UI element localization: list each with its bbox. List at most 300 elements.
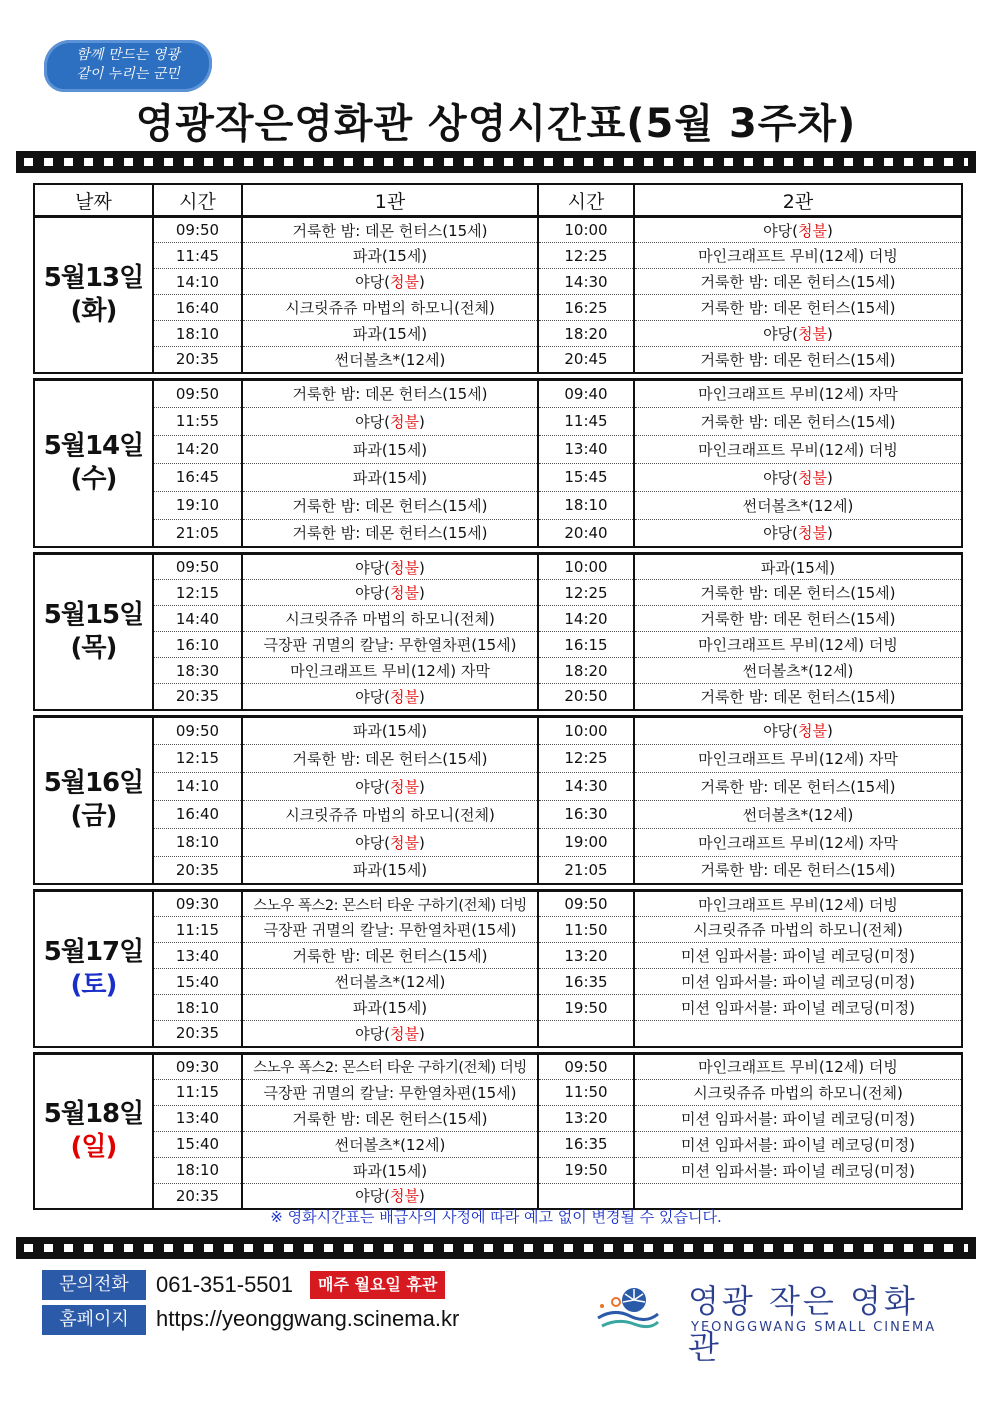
header-date: 날짜 [34, 184, 153, 217]
movie-hall-2-cell [634, 1079, 962, 1105]
movie-hall-1: 야당(청불) [355, 412, 425, 431]
movie-hall-1-cell [242, 463, 538, 491]
time-hall-1-cell [153, 554, 242, 580]
time-hall-1: 20:35 [175, 687, 220, 706]
time-hall-2-cell [538, 554, 634, 580]
cinema-logo-icon [596, 1282, 660, 1332]
schedule-row [34, 995, 962, 1021]
film-strip-top [16, 151, 976, 173]
time-hall-2-cell [538, 491, 634, 519]
movie-hall-2: 파과(15세) [760, 558, 836, 577]
movie-hall-1-cell [242, 828, 538, 856]
schedule-row [34, 1105, 962, 1131]
time-hall-1: 18:10 [175, 833, 220, 851]
time-hall-1: 16:40 [175, 805, 220, 823]
time-hall-2-cell [538, 744, 634, 772]
movie-hall-1-cell [242, 658, 538, 684]
time-hall-1: 13:40 [175, 946, 220, 965]
time-hall-1-cell [153, 519, 242, 547]
time-hall-1: 11:45 [175, 246, 220, 265]
movie-hall-2-cell [634, 772, 962, 800]
movie-hall-2: 미션 임파서블: 파이널 레코딩(미정) [681, 999, 915, 1017]
movie-hall-2-cell [634, 943, 962, 969]
time-hall-1-cell [153, 658, 242, 684]
movie-hall-1-cell [242, 772, 538, 800]
time-hall-1: 16:40 [175, 298, 220, 317]
movie-hall-2-cell [634, 580, 962, 606]
time-hall-1: 19:10 [175, 496, 220, 514]
header-time-2: 시간 [538, 184, 634, 217]
schedule-row [34, 684, 962, 710]
rating-adult-only: 청불 [798, 221, 827, 240]
movie-hall-1: 야당(청불) [355, 833, 425, 852]
movie-hall-1: 스노우 폭스2: 몬스터 타운 구하기(전체) 더빙 [253, 1060, 527, 1076]
movie-hall-1: 거룩한 밤: 데몬 헌터스(15세) [292, 385, 488, 403]
time-hall-2-cell [538, 407, 634, 435]
time-hall-1-cell [153, 716, 242, 744]
movie-hall-1-cell [242, 856, 538, 884]
schedule-row [34, 1157, 962, 1183]
movie-hall-1: 야당(청불) [355, 1024, 425, 1043]
time-hall-1-cell [153, 917, 242, 943]
movie-hall-2: 야당(청불) [763, 468, 833, 487]
movie-hall-1: 파과(15세) [352, 468, 428, 487]
time-hall-2: 13:20 [564, 946, 608, 965]
time-hall-2-cell [538, 1021, 634, 1047]
movie-hall-2: 거룩한 밤: 데몬 헌터스(15세) [700, 412, 896, 431]
time-hall-1-cell [153, 891, 242, 917]
movie-hall-2-cell [634, 1053, 962, 1079]
time-hall-1: 18:10 [175, 324, 220, 343]
time-hall-2: 16:35 [564, 972, 608, 991]
time-hall-2-cell [538, 580, 634, 606]
film-strip-bottom [16, 1237, 976, 1259]
time-hall-1: 11:15 [175, 1083, 220, 1101]
movie-hall-2-cell [634, 491, 962, 519]
rating-adult-only: 청불 [390, 1024, 419, 1043]
time-hall-1-cell [153, 632, 242, 658]
day-cell [34, 1053, 153, 1209]
time-hall-1-cell [153, 1157, 242, 1183]
movie-hall-2: 마인크래프트 무비(12세) 자막 [698, 749, 898, 768]
schedule-row [34, 407, 962, 435]
movie-hall-1: 파과(15세) [352, 1161, 428, 1180]
phone-number[interactable]: 061-351-5501 [156, 1272, 294, 1297]
movie-hall-1: 파과(15세) [352, 722, 428, 740]
movie-hall-2-cell [634, 347, 962, 373]
movie-hall-1-cell [242, 917, 538, 943]
day-cell [34, 716, 153, 884]
time-hall-1: 09:50 [175, 721, 220, 740]
time-hall-1: 09:50 [175, 384, 220, 403]
schedule-row [34, 554, 962, 580]
time-hall-2-cell [538, 917, 634, 943]
time-hall-2-cell [538, 519, 634, 547]
homepage-link[interactable]: https://yeonggwang.scinema.kr [156, 1306, 460, 1331]
time-hall-1: 20:35 [175, 1186, 220, 1205]
day-weekday: (일) [70, 1132, 117, 1163]
movie-hall-1-cell [242, 716, 538, 744]
time-hall-1-cell [153, 828, 242, 856]
movie-hall-1: 썬더볼츠*(12세) [334, 973, 446, 991]
time-hall-2: 11:45 [564, 412, 608, 430]
time-hall-1-cell [153, 321, 242, 347]
movie-hall-2-cell [634, 684, 962, 710]
movie-hall-1: 썬더볼츠*(12세) [334, 350, 446, 369]
schedule-row [34, 295, 962, 321]
rating-adult-only: 청불 [390, 777, 419, 796]
movie-hall-2: 미션 임파서블: 파이널 레코딩(미정) [681, 1109, 915, 1128]
movie-hall-1: 야당(청불) [355, 558, 425, 577]
time-hall-2: 13:40 [564, 440, 608, 458]
rating-adult-only: 청불 [390, 273, 419, 291]
schedule-row [34, 1021, 962, 1047]
cinema-logo [596, 1276, 946, 1366]
movie-hall-2-cell [634, 828, 962, 856]
time-hall-2: 14:30 [564, 272, 608, 291]
time-hall-1: 12:15 [175, 583, 220, 602]
time-hall-1: 13:40 [175, 1109, 220, 1127]
movie-hall-2: 거룩한 밤: 데몬 헌터스(15세) [700, 861, 896, 880]
movie-hall-2-cell [634, 606, 962, 632]
movie-hall-2-cell [634, 716, 962, 744]
time-hall-2-cell [538, 463, 634, 491]
time-hall-1: 18:30 [175, 661, 220, 680]
time-hall-2: 16:30 [564, 805, 608, 823]
rating-adult-only: 청불 [798, 524, 827, 543]
movie-hall-1-cell [242, 217, 538, 243]
day-weekday: (수) [70, 464, 117, 495]
movie-hall-2-cell [634, 463, 962, 491]
schedule-row [34, 969, 962, 995]
movie-hall-2-cell [634, 744, 962, 772]
day-date: 5월17일 [43, 936, 144, 967]
time-hall-1-cell [153, 943, 242, 969]
movie-hall-2: 마인크래프트 무비(12세) 자막 [698, 833, 898, 852]
time-hall-2: 18:10 [564, 496, 608, 514]
movie-hall-1: 시크릿쥬쥬 마법의 하모니(전체) [285, 805, 495, 824]
movie-hall-1-cell [242, 891, 538, 917]
time-hall-2-cell [538, 800, 634, 828]
time-hall-1-cell [153, 856, 242, 884]
time-hall-1-cell [153, 580, 242, 606]
movie-hall-1-cell [242, 744, 538, 772]
time-hall-2-cell [538, 716, 634, 744]
schedule-row [34, 716, 962, 744]
schedule-row [34, 632, 962, 658]
time-hall-1-cell [153, 1131, 242, 1157]
movie-hall-2-cell [634, 856, 962, 884]
schedule-row [34, 943, 962, 969]
time-hall-2-cell [538, 1131, 634, 1157]
movie-hall-1-cell [242, 580, 538, 606]
movie-hall-1-cell [242, 347, 538, 373]
movie-hall-1-cell [242, 295, 538, 321]
schedule-row [34, 435, 962, 463]
time-hall-1: 11:15 [175, 920, 220, 939]
time-hall-2: 16:35 [564, 1135, 608, 1153]
time-hall-1: 20:35 [175, 350, 220, 369]
time-hall-1: 14:20 [175, 440, 220, 458]
time-hall-2-cell [538, 772, 634, 800]
schedule-row [34, 217, 962, 243]
movie-hall-2-cell [634, 969, 962, 995]
movie-hall-2-cell [634, 407, 962, 435]
movie-hall-2-cell [634, 379, 962, 407]
time-hall-1: 21:05 [175, 523, 220, 542]
movie-hall-2-cell [634, 435, 962, 463]
movie-hall-1-cell [242, 1157, 538, 1183]
time-hall-1: 20:35 [175, 860, 220, 879]
time-hall-2: 14:20 [564, 609, 608, 628]
rating-adult-only: 청불 [390, 687, 419, 706]
movie-hall-2-cell [634, 519, 962, 547]
schedule-row [34, 891, 962, 917]
time-hall-1: 18:10 [175, 1161, 220, 1179]
time-hall-1: 14:10 [175, 272, 220, 291]
day-weekday: (토) [70, 969, 117, 1000]
cinema-logo-name: 영광 작은 영화관 [688, 1282, 918, 1366]
time-hall-1-cell [153, 1079, 242, 1105]
schedule-row [34, 856, 962, 884]
schedule-row [34, 379, 962, 407]
movie-hall-1: 파과(15세) [352, 247, 428, 265]
day-weekday: (목) [70, 632, 117, 663]
time-hall-2: 18:20 [564, 661, 608, 680]
time-hall-2: 16:25 [564, 298, 608, 317]
movie-hall-1: 시크릿쥬쥬 마법의 하모니(전체) [285, 299, 495, 317]
time-hall-2-cell [538, 1053, 634, 1079]
day-date: 5월18일 [43, 1099, 144, 1130]
time-hall-2: 10:00 [564, 221, 608, 239]
movie-hall-1: 파과(15세) [352, 440, 428, 459]
time-hall-1-cell [153, 407, 242, 435]
slogan-line-2: 같이 누리는 군민 [76, 66, 180, 82]
movie-hall-1: 시크릿쥬쥬 마법의 하모니(전체) [285, 610, 495, 628]
movie-hall-2: 야당(청불) [763, 325, 833, 343]
time-hall-1: 16:45 [175, 468, 220, 486]
header-hall-2: 2관 [634, 184, 962, 217]
schedule-row [34, 658, 962, 684]
time-hall-2: 10:00 [564, 558, 608, 576]
time-hall-2: 11:50 [564, 1083, 608, 1101]
movie-hall-2: 마인크래프트 무비(12세) 더빙 [698, 895, 898, 914]
time-hall-1-cell [153, 995, 242, 1021]
time-hall-2: 13:20 [564, 1109, 608, 1127]
movie-hall-1-cell [242, 1021, 538, 1047]
time-hall-2: 20:45 [564, 350, 608, 369]
time-hall-2: 21:05 [564, 860, 608, 879]
time-hall-1: 09:50 [175, 221, 220, 239]
movie-hall-1: 극장판 귀멸의 칼날: 무한열차편(15세) [263, 636, 517, 654]
time-hall-2-cell [538, 321, 634, 347]
time-hall-2: 11:50 [564, 920, 608, 939]
movie-hall-1-cell [242, 321, 538, 347]
movie-hall-2: 미션 임파서블: 파이널 레코딩(미정) [681, 973, 915, 991]
closed-badge: 매주 월요일 휴관 [310, 1271, 445, 1299]
time-hall-1-cell [153, 1021, 242, 1047]
time-hall-1: 14:40 [175, 609, 220, 628]
movie-hall-1: 거룩한 밤: 데몬 헌터스(15세) [292, 496, 488, 515]
time-hall-2-cell [538, 891, 634, 917]
movie-hall-1: 파과(15세) [352, 325, 428, 343]
time-hall-1-cell [153, 772, 242, 800]
time-hall-2-cell [538, 243, 634, 269]
time-hall-2: 15:45 [564, 468, 608, 486]
header-row [34, 184, 962, 217]
time-hall-2: 12:25 [564, 246, 608, 265]
page-title: 영광작은영화관 상영시간표(5월 3주차) [135, 101, 857, 147]
movie-hall-1-cell [242, 407, 538, 435]
movie-hall-2: 미션 임파서블: 파이널 레코딩(미정) [681, 1161, 915, 1180]
time-hall-1: 15:40 [175, 972, 220, 991]
movie-hall-2-cell [634, 217, 962, 243]
movie-hall-2-cell [634, 269, 962, 295]
time-hall-2-cell [538, 969, 634, 995]
movie-hall-2: 썬더볼츠*(12세) [742, 662, 854, 680]
schedule-row [34, 463, 962, 491]
time-hall-2-cell [538, 217, 634, 243]
movie-hall-1: 거룩한 밤: 데몬 헌터스(15세) [292, 221, 488, 240]
time-hall-2: 19:50 [564, 1161, 608, 1179]
movie-hall-1-cell [242, 800, 538, 828]
movie-hall-2: 야당(청불) [763, 722, 833, 740]
time-hall-1-cell [153, 744, 242, 772]
movie-hall-1: 극장판 귀멸의 칼날: 무한열차편(15세) [263, 1083, 517, 1102]
time-hall-2-cell [538, 943, 634, 969]
movie-hall-1: 야당(청불) [355, 777, 425, 796]
slogan-badge [44, 40, 212, 92]
time-hall-1: 15:40 [175, 1135, 220, 1153]
rating-adult-only: 청불 [390, 1187, 419, 1206]
schedule-row [34, 321, 962, 347]
time-hall-2-cell [538, 684, 634, 710]
movie-hall-1-cell [242, 519, 538, 547]
time-hall-1-cell [153, 800, 242, 828]
phone-label: 문의전화 [42, 1270, 146, 1300]
movie-hall-2: 거룩한 밤: 데몬 헌터스(15세) [700, 273, 896, 291]
movie-hall-2: 거룩한 밤: 데몬 헌터스(15세) [700, 687, 896, 706]
schedule-row [34, 347, 962, 373]
schedule-row [34, 800, 962, 828]
rating-adult-only: 청불 [798, 468, 827, 487]
time-hall-2-cell [538, 435, 634, 463]
time-hall-2: 09:40 [564, 384, 608, 403]
movie-hall-2-cell [634, 800, 962, 828]
rating-adult-only: 청불 [798, 325, 827, 343]
time-hall-1-cell [153, 491, 242, 519]
movie-hall-1: 거룩한 밤: 데몬 헌터스(15세) [292, 947, 488, 965]
movie-hall-2-cell [634, 1021, 962, 1047]
movie-hall-1-cell [242, 1079, 538, 1105]
header-hall-1: 1관 [242, 184, 538, 217]
schedule-row [34, 1079, 962, 1105]
movie-hall-1: 야당(청불) [355, 687, 425, 706]
movie-hall-2-cell [634, 295, 962, 321]
day-date: 5월14일 [43, 431, 144, 462]
rating-adult-only: 청불 [390, 412, 419, 431]
homepage-label: 홈페이지 [42, 1305, 146, 1335]
time-hall-1: 14:10 [175, 777, 220, 795]
movie-hall-1: 썬더볼츠*(12세) [334, 1135, 446, 1154]
schedule-row [34, 1131, 962, 1157]
movie-hall-1: 거룩한 밤: 데몬 헌터스(15세) [292, 524, 488, 543]
time-hall-1-cell [153, 1053, 242, 1079]
movie-hall-2: 야당(청불) [763, 221, 833, 240]
schedule-row [34, 269, 962, 295]
time-hall-1-cell [153, 684, 242, 710]
time-hall-1: 16:10 [175, 635, 220, 654]
movie-hall-2: 마인크래프트 무비(12세) 더빙 [698, 247, 898, 265]
time-hall-1-cell [153, 269, 242, 295]
schedule-notice: ※ 영화시간표는 배급사의 사정에 따라 예고 없이 변경될 수 있습니다. [270, 1208, 722, 1226]
movie-hall-1-cell [242, 1053, 538, 1079]
time-hall-2-cell [538, 658, 634, 684]
time-hall-2-cell [538, 1105, 634, 1131]
movie-hall-2-cell [634, 995, 962, 1021]
movie-hall-2-cell [634, 554, 962, 580]
movie-hall-1: 야당(청불) [355, 273, 425, 291]
movie-hall-2: 거룩한 밤: 데몬 헌터스(15세) [700, 584, 896, 602]
movie-hall-1-cell [242, 1105, 538, 1131]
movie-hall-2-cell [634, 243, 962, 269]
slogan-line-1: 함께 만드는 영광 [76, 47, 180, 63]
time-hall-2: 09:50 [564, 1057, 608, 1076]
movie-hall-1-cell [242, 943, 538, 969]
movie-hall-1-cell [242, 491, 538, 519]
time-hall-2: 20:50 [564, 687, 608, 706]
time-hall-1: 09:50 [175, 558, 220, 576]
movie-hall-1-cell [242, 684, 538, 710]
day-weekday: (금) [70, 801, 117, 832]
movie-hall-1-cell [242, 435, 538, 463]
movie-hall-1-cell [242, 632, 538, 658]
time-hall-2-cell [538, 295, 634, 321]
movie-hall-2: 마인크래프트 무비(12세) 더빙 [698, 440, 898, 459]
time-hall-2: 19:50 [564, 998, 608, 1017]
schedule-table [33, 183, 963, 1210]
time-hall-1: 09:30 [175, 1057, 220, 1076]
movie-hall-2: 썬더볼츠*(12세) [742, 496, 854, 515]
movie-hall-2-cell [634, 917, 962, 943]
movie-hall-2: 마인크래프트 무비(12세) 자막 [698, 385, 898, 403]
time-hall-2: 20:40 [564, 523, 608, 542]
day-weekday: (화) [70, 295, 117, 326]
time-hall-2: 14:30 [564, 777, 608, 795]
movie-hall-1-cell [242, 1131, 538, 1157]
time-hall-1: 18:10 [175, 998, 220, 1017]
time-hall-1-cell [153, 295, 242, 321]
movie-hall-2-cell [634, 1157, 962, 1183]
movie-hall-1: 거룩한 밤: 데몬 헌터스(15세) [292, 749, 488, 768]
day-cell [34, 891, 153, 1047]
schedule-row [34, 828, 962, 856]
movie-hall-1: 마인크래프트 무비(12세) 자막 [290, 662, 490, 680]
time-hall-1-cell [153, 435, 242, 463]
movie-hall-1-cell [242, 969, 538, 995]
movie-hall-1: 거룩한 밤: 데몬 헌터스(15세) [292, 1109, 488, 1128]
cinema-logo-english: YEONGGWANG SMALL CINEMA [691, 1320, 937, 1335]
rating-adult-only: 청불 [798, 722, 827, 740]
day-date: 5월13일 [43, 262, 144, 293]
movie-hall-1: 파과(15세) [352, 861, 428, 880]
schedule-row [34, 243, 962, 269]
movie-hall-2: 거룩한 밤: 데몬 헌터스(15세) [700, 299, 896, 317]
day-date: 5월15일 [43, 599, 144, 630]
time-hall-2-cell [538, 606, 634, 632]
schedule-row [34, 744, 962, 772]
time-hall-1-cell [153, 463, 242, 491]
